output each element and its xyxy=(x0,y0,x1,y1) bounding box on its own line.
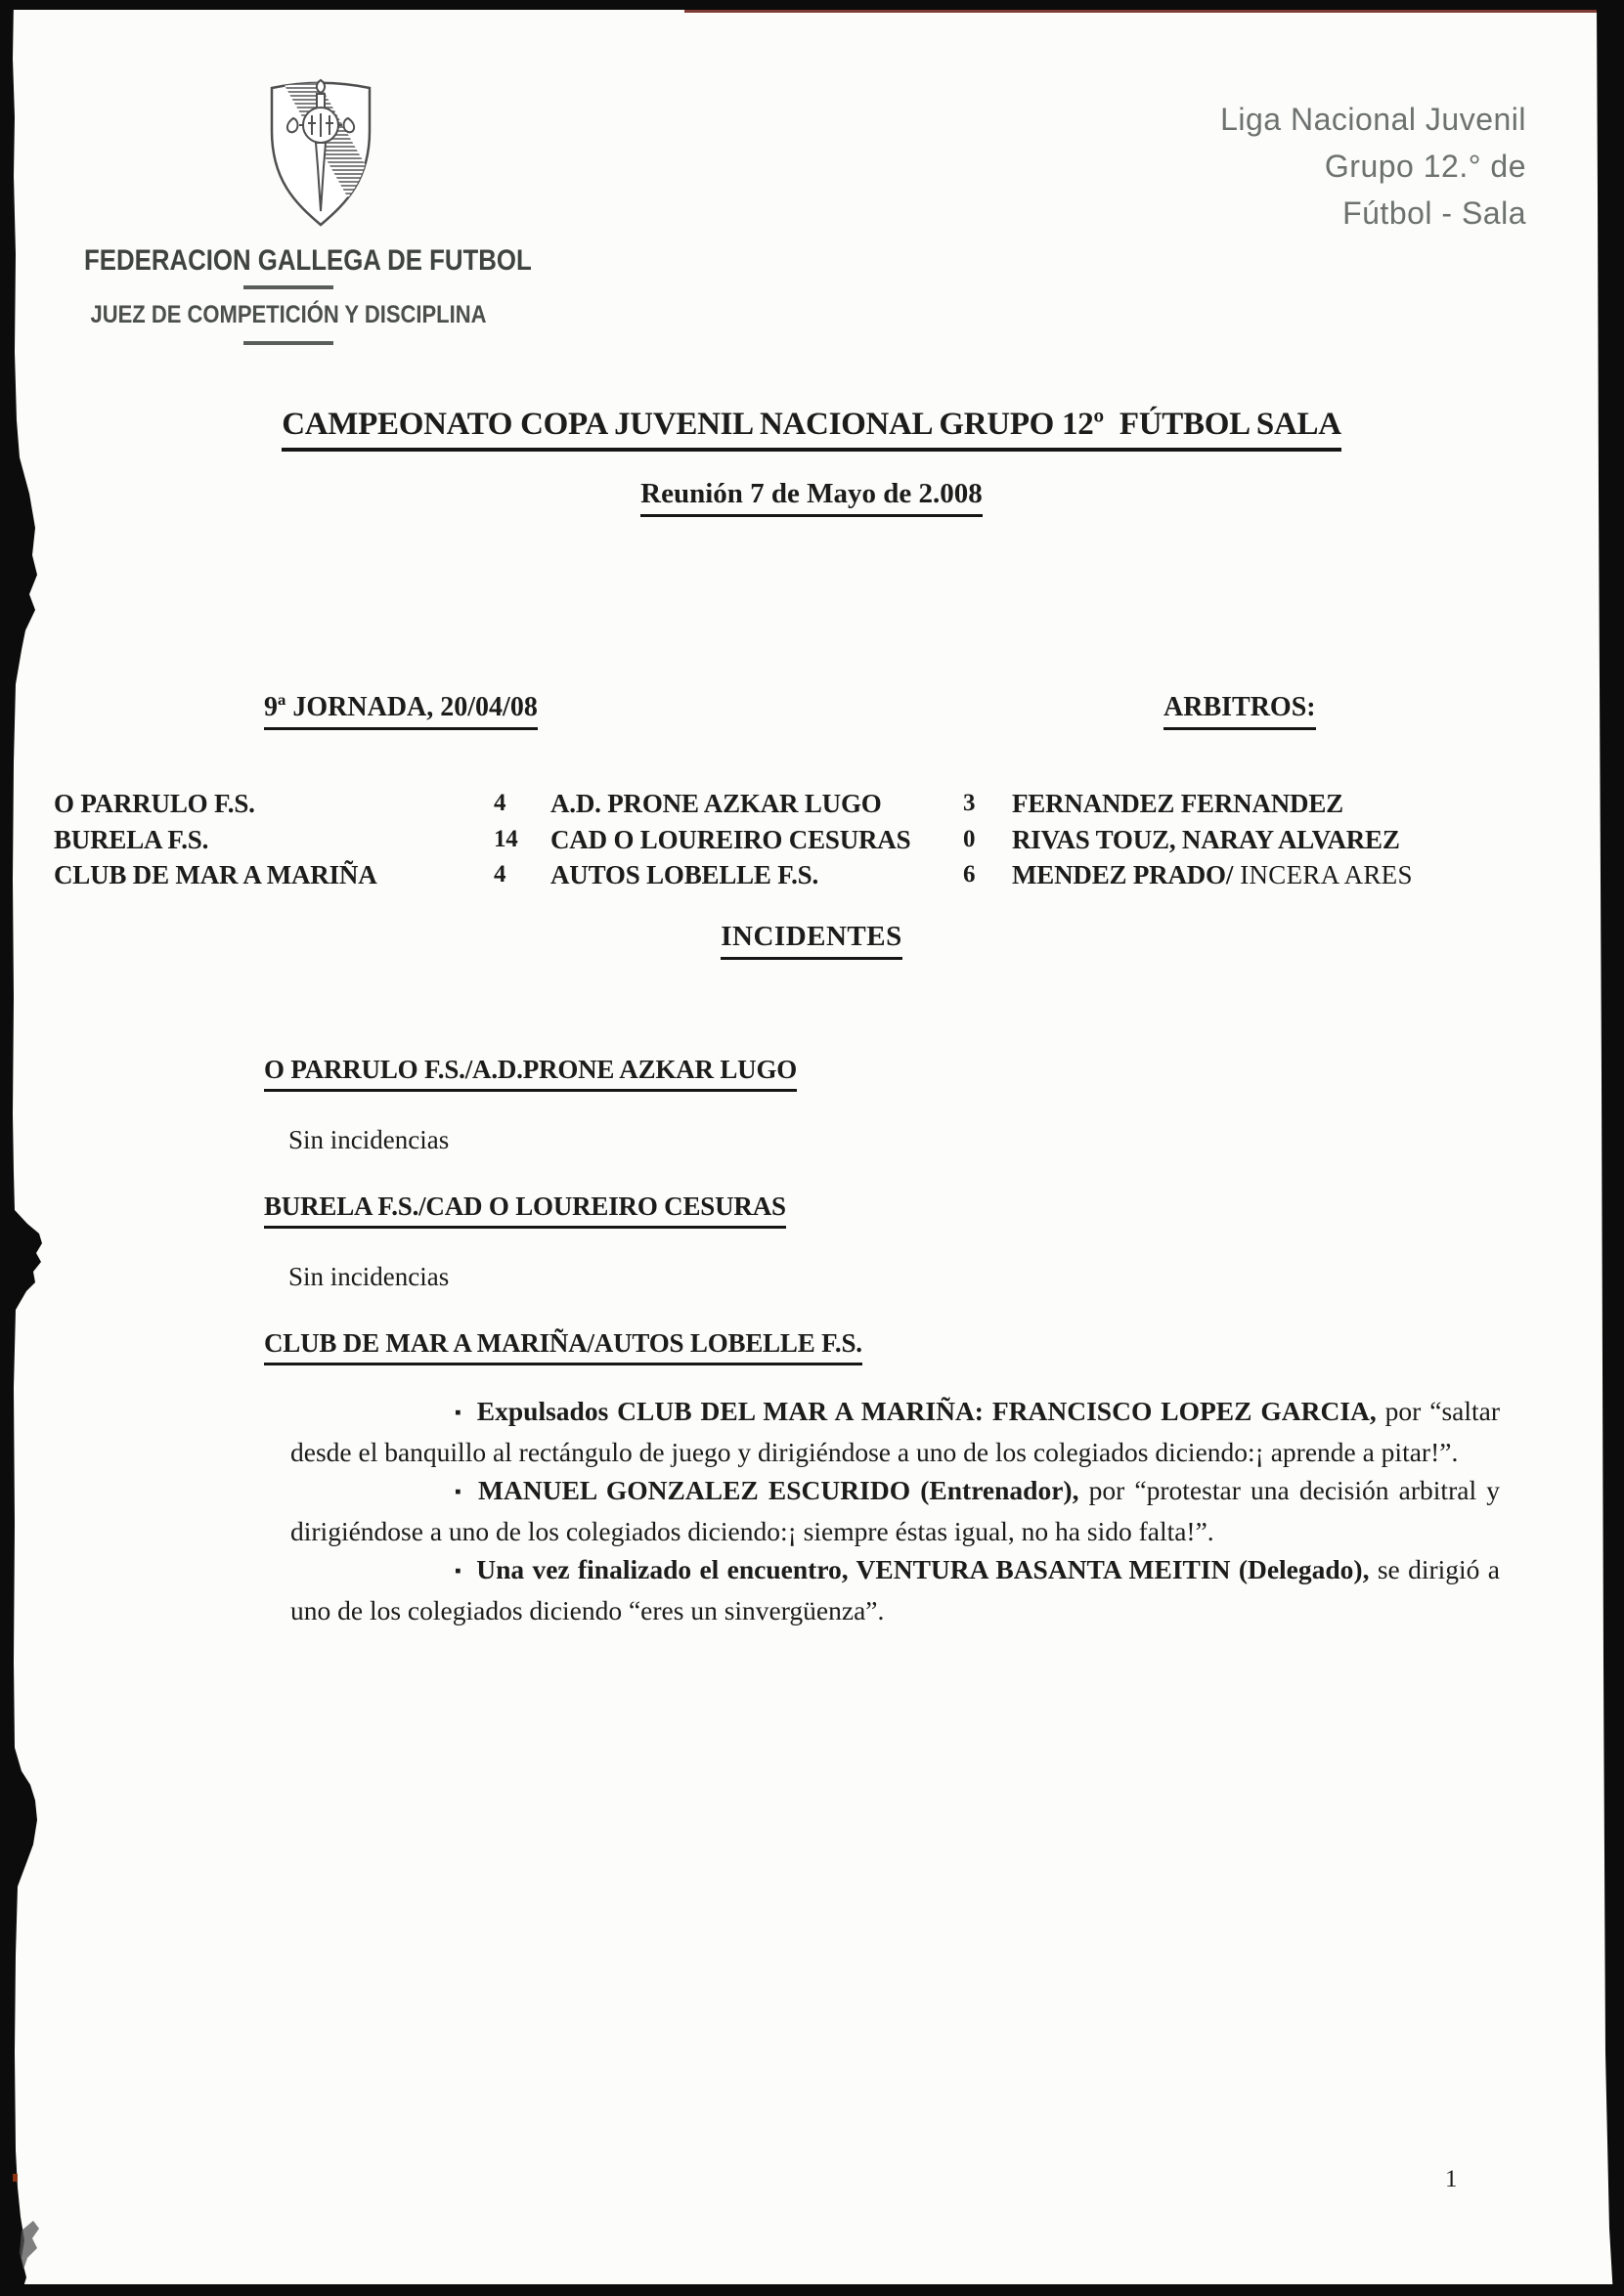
page-title: CAMPEONATO COPA JUVENIL NACIONAL GRUPO 12º FÚTBOL SALA xyxy=(282,407,1341,452)
federation-crest-logo xyxy=(260,74,381,237)
match-heading: O PARRULO F.S./A.D.PRONE AZKAR LUGO xyxy=(264,1055,797,1092)
org-department: JUEZ DE COMPETICIÓN Y DISCIPLINA xyxy=(90,301,487,328)
incident-note: Sin incidencias xyxy=(288,1125,450,1154)
incidents-heading: INCIDENTES xyxy=(721,921,902,960)
page-number: 1 xyxy=(1445,2166,1458,2192)
incident-paragraph xyxy=(290,1550,1500,1629)
incident-paragraph xyxy=(290,1392,1500,1471)
incident-section-heading xyxy=(264,1191,786,1229)
incident-note: Sin incidencias xyxy=(288,1262,450,1291)
referees-label: ARBITROS: xyxy=(1163,692,1316,730)
match-results-table xyxy=(54,786,1559,893)
home-team: BURELA F.S. xyxy=(54,824,209,854)
away-team: A.D. PRONE AZKAR LUGO xyxy=(550,789,882,818)
org-name: FEDERACION GALLEGA DE FUTBOL xyxy=(84,244,532,277)
bullet-icon: ▪ xyxy=(455,1482,465,1502)
divider xyxy=(243,285,333,289)
document-subtitle-row xyxy=(98,478,1525,517)
referees-heading xyxy=(1163,692,1316,730)
referee-names: MENDEZ PRADO/ xyxy=(1012,860,1234,889)
jornada-heading xyxy=(264,692,538,730)
incident-rest-text: por “protestar una decisión arbitral y dirigiéndose a uno de los colegiados diciendo:¡ siempre éstas igual, no ha sido falta!”. xyxy=(290,1475,1500,1546)
incident-bold-text: Una vez finalizado el encuentro, VENTURA BASANTA MEITIN (Delegado), xyxy=(476,1554,1370,1584)
referee-names: FERNANDEZ FERNANDEZ xyxy=(1012,789,1343,818)
incident-section-heading xyxy=(264,1328,862,1365)
document-title-row xyxy=(98,407,1525,452)
incident-bold-text: Expulsados CLUB DEL MAR A MARIÑA: FRANCISCO LOPEZ GARCIA, xyxy=(476,1396,1377,1426)
incident-details xyxy=(290,1392,1500,1629)
incidents-heading-row xyxy=(98,921,1525,960)
referees-cell xyxy=(1012,857,1559,893)
incident-section-heading xyxy=(264,1055,797,1092)
league-line: Grupo 12.° de xyxy=(1324,149,1526,184)
away-score: 3 xyxy=(963,790,976,816)
home-score: 14 xyxy=(494,825,518,852)
jornada-label: 9ª JORNADA, 20/04/08 xyxy=(264,692,538,730)
referee-names-extra: INCERA ARES xyxy=(1233,860,1413,889)
federation-header xyxy=(51,244,532,357)
incident-rest-text: se dirigió a uno de los colegiados diciendo “eres un sinvergüenza”. xyxy=(290,1554,1500,1625)
referee-names: RIVAS TOUZ, NARAY ALVAREZ xyxy=(1012,824,1400,854)
bullet-icon: ▪ xyxy=(455,1561,463,1581)
away-score: 6 xyxy=(963,861,976,888)
league-line: Fútbol - Sala xyxy=(1342,195,1526,231)
incident-bold-text: MANUEL GONZALEZ ESCURIDO (Entrenador), xyxy=(478,1475,1079,1505)
incident-paragraph xyxy=(290,1471,1500,1550)
league-line: Liga Nacional Juvenil xyxy=(1220,102,1526,137)
match-heading: BURELA F.S./CAD O LOUREIRO CESURAS xyxy=(264,1191,786,1229)
meeting-subtitle: Reunión 7 de Mayo de 2.008 xyxy=(640,478,983,517)
home-team: O PARRULO F.S. xyxy=(54,789,255,818)
bullet-icon: ▪ xyxy=(455,1403,463,1423)
divider xyxy=(243,341,333,345)
shield-crest-icon xyxy=(260,74,381,237)
incident-rest-text: por “saltar desde el banquillo al rectángulo de juego y dirigiéndose a uno de los colegiados diciendo:¡ aprende a pitar!”. xyxy=(290,1396,1500,1467)
away-score: 0 xyxy=(963,825,976,852)
home-team: CLUB DE MAR A MARIÑA xyxy=(54,860,377,889)
match-heading: CLUB DE MAR A MARIÑA/AUTOS LOBELLE F.S. xyxy=(264,1328,862,1365)
referees-cell xyxy=(1012,822,1559,858)
away-team: CAD O LOUREIRO CESURAS xyxy=(550,824,911,854)
away-team: AUTOS LOBELLE F.S. xyxy=(550,860,819,889)
league-label xyxy=(1220,96,1526,237)
home-score: 4 xyxy=(494,861,506,888)
home-score: 4 xyxy=(494,790,506,816)
referees-cell xyxy=(1012,786,1559,822)
